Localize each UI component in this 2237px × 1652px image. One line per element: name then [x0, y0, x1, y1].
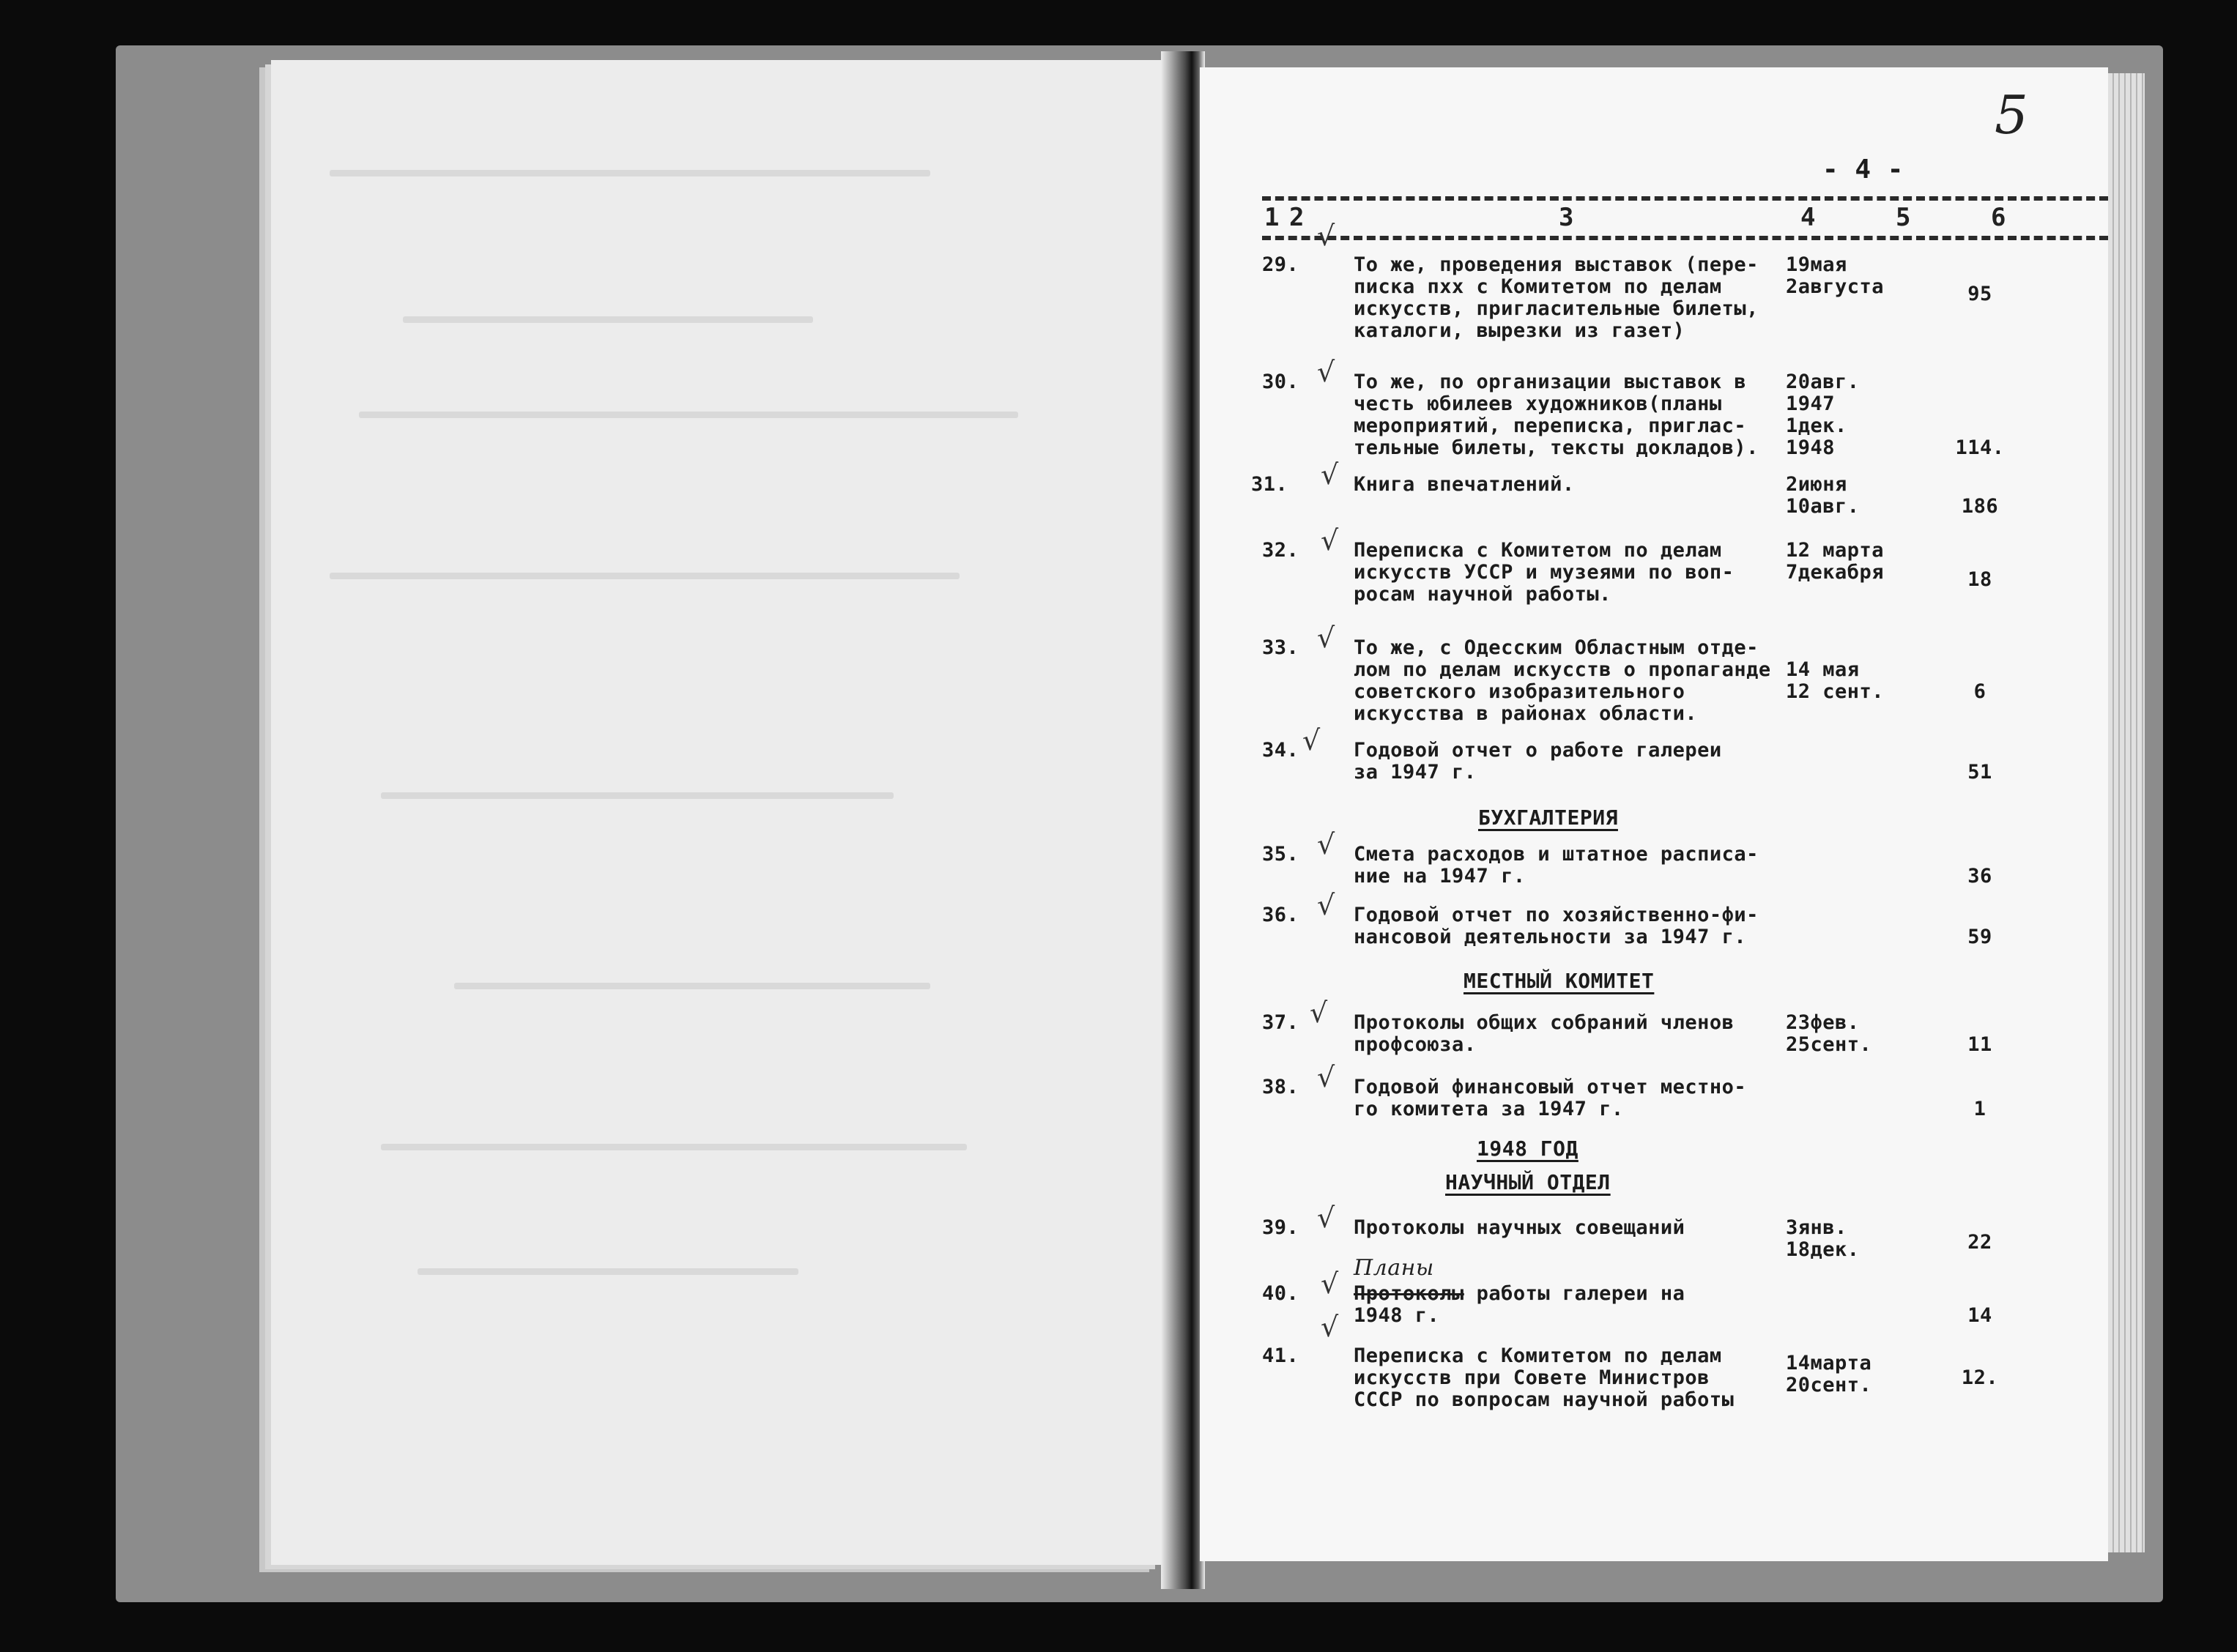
entry-sheets: 114. [1955, 436, 2005, 459]
checkmark-icon: √ [1317, 356, 1335, 388]
entry-title: Книга впечатлений. [1354, 473, 1575, 496]
checkmark-icon: √ [1302, 724, 1321, 756]
column-header-6: 6 [1991, 203, 2006, 232]
entry-sheets: 18 [1967, 568, 1992, 591]
bleed-through-line [330, 573, 960, 579]
section-heading-year: 1948 ГОД [1477, 1136, 1578, 1161]
checkmark-icon: √ [1321, 524, 1339, 557]
page-edges [2108, 73, 2145, 1552]
entry-dates: 19мая 2августа [1786, 253, 1885, 298]
entry-title: Годовой отчет по хозяйственно-фи- нансовой деятельности за 1947 г. [1354, 904, 1759, 948]
page-number: - 4 - [1822, 155, 1904, 185]
column-header-3: 3 [1559, 203, 1574, 232]
entry-sheets: 59 [1967, 926, 1992, 948]
entry-title: То же, с Одесским Областным отде- лом по делам искусств о пропаганде советского изобразительного искусства в районах области. [1354, 636, 1771, 725]
inventory-list [1200, 67, 2108, 1561]
bleed-through-line [330, 170, 930, 176]
entry-sheets: 22 [1967, 1231, 1992, 1254]
entry-title: Годовой отчет о работе галереи за 1947 г. [1354, 739, 1722, 784]
checkmark-icon: √ [1321, 458, 1339, 491]
bleed-through-line [454, 983, 930, 989]
entry-number: 39. [1262, 1216, 1299, 1239]
entry-sheets: 6 [1973, 680, 1986, 703]
bleed-through-line [403, 316, 813, 323]
entry-sheets: 186 [1961, 495, 1999, 518]
entry-sheets: 95 [1967, 283, 1992, 305]
entry-dates: 14 мая 12 сент. [1786, 658, 1885, 703]
bleed-through-line [418, 1268, 798, 1275]
entry-title: Переписка с Комитетом по делам искусств при Совете Министров СССР по вопросам научной работы [1354, 1344, 1735, 1411]
entry-title: Протоколы общих собраний членов профсоюза. [1354, 1011, 1735, 1056]
checkmark-icon: √ [1317, 1202, 1335, 1234]
archive-folio-number: 5 [1995, 84, 2029, 146]
checkmark-icon: √ [1317, 889, 1335, 921]
entry-number: 31. [1251, 473, 1288, 496]
book-spine-gutter [1161, 51, 1205, 1589]
section-heading-local-committee: МЕСТНЫЙ КОМИТЕТ [1463, 969, 1655, 993]
bleed-through-line [381, 1144, 967, 1150]
entry-number: 35. [1262, 843, 1299, 866]
entry-sheets: 14 [1967, 1304, 1992, 1327]
right-page [1200, 67, 2108, 1561]
handwritten-correction: Планы [1354, 1255, 1434, 1281]
entry-number: 34. [1262, 739, 1299, 762]
entry-dates: 20авг. 1947 1дек. 1948 [1786, 371, 1860, 459]
checkmark-icon: √ [1317, 828, 1335, 860]
entry-sheets: 36 [1967, 865, 1992, 888]
entry-sheets: 51 [1967, 761, 1992, 784]
entry-title: То же, проведения выставок (пере- писка пхх с Комитетом по делам искусств, пригласительные билеты, каталоги, вырезки из газет) [1354, 253, 1759, 342]
column-header-2: 2 [1289, 203, 1305, 232]
entry-number: 41. [1262, 1344, 1299, 1367]
bleed-through-line [359, 412, 1018, 418]
column-header-4: 4 [1800, 203, 1816, 232]
entry-title [1354, 1283, 1808, 1327]
entry-title: Переписка с Комитетом по делам искусств УССР и музеями по воп- росам научной работы. [1354, 539, 1735, 606]
section-heading-accounting: БУХГАЛТЕРИЯ [1478, 805, 1618, 830]
entry-dates: 14марта 20сент. [1786, 1352, 1872, 1396]
entry-number: 33. [1262, 636, 1299, 659]
checkmark-icon: √ [1317, 1061, 1335, 1093]
entry-dates: 23фев. 25сент. [1786, 1011, 1872, 1056]
entry-number: 30. [1262, 371, 1299, 393]
left-page-blank [271, 60, 1161, 1565]
checkmark-icon: √ [1317, 220, 1335, 252]
entry-number: 38. [1262, 1076, 1299, 1098]
entry-title: Годовой финансовый отчет местно- го комитета за 1947 г. [1354, 1076, 1747, 1120]
entry-title: То же, по организации выставок в честь юбилеев художников(планы мероприятий, переписка, приглас- тельные билеты, тексты докладов). [1354, 371, 1759, 459]
checkmark-icon: √ [1321, 1268, 1339, 1300]
entry-title: Протоколы научных совещаний [1354, 1216, 1685, 1239]
entry-number: 29. [1262, 253, 1299, 276]
checkmark-icon: √ [1317, 622, 1335, 654]
entry-number: 32. [1262, 539, 1299, 562]
entry-number: 40. [1262, 1282, 1299, 1305]
struck-word: Протоколы [1354, 1282, 1464, 1305]
entry-number: 36. [1262, 904, 1299, 926]
header-rule-top [1262, 196, 2108, 201]
bleed-through-line [381, 792, 894, 799]
entry-dates: 3янв. 18дек. [1786, 1216, 1860, 1261]
entry-sheets: 1 [1973, 1098, 1986, 1120]
checkmark-icon: √ [1310, 997, 1328, 1029]
entry-dates: 2июня 10авг. [1786, 473, 1860, 518]
entry-dates: 12 марта 7декабря [1786, 539, 1885, 584]
entry-sheets: 12. [1961, 1366, 1999, 1389]
checkmark-icon: √ [1321, 1311, 1339, 1343]
entry-title: Смета расходов и штатное расписа- ние на 1947 г. [1354, 843, 1759, 888]
column-header-1: 1 [1264, 203, 1280, 232]
entry-number: 37. [1262, 1011, 1299, 1034]
entry-title-rest: работы галереи на 1948 г. [1354, 1282, 1685, 1327]
section-heading-science-dept: НАУЧНЫЙ ОТДЕЛ [1445, 1170, 1611, 1194]
entry-sheets: 11 [1967, 1033, 1992, 1056]
column-header-5: 5 [1896, 203, 1911, 232]
header-rule-bottom [1262, 236, 2108, 240]
